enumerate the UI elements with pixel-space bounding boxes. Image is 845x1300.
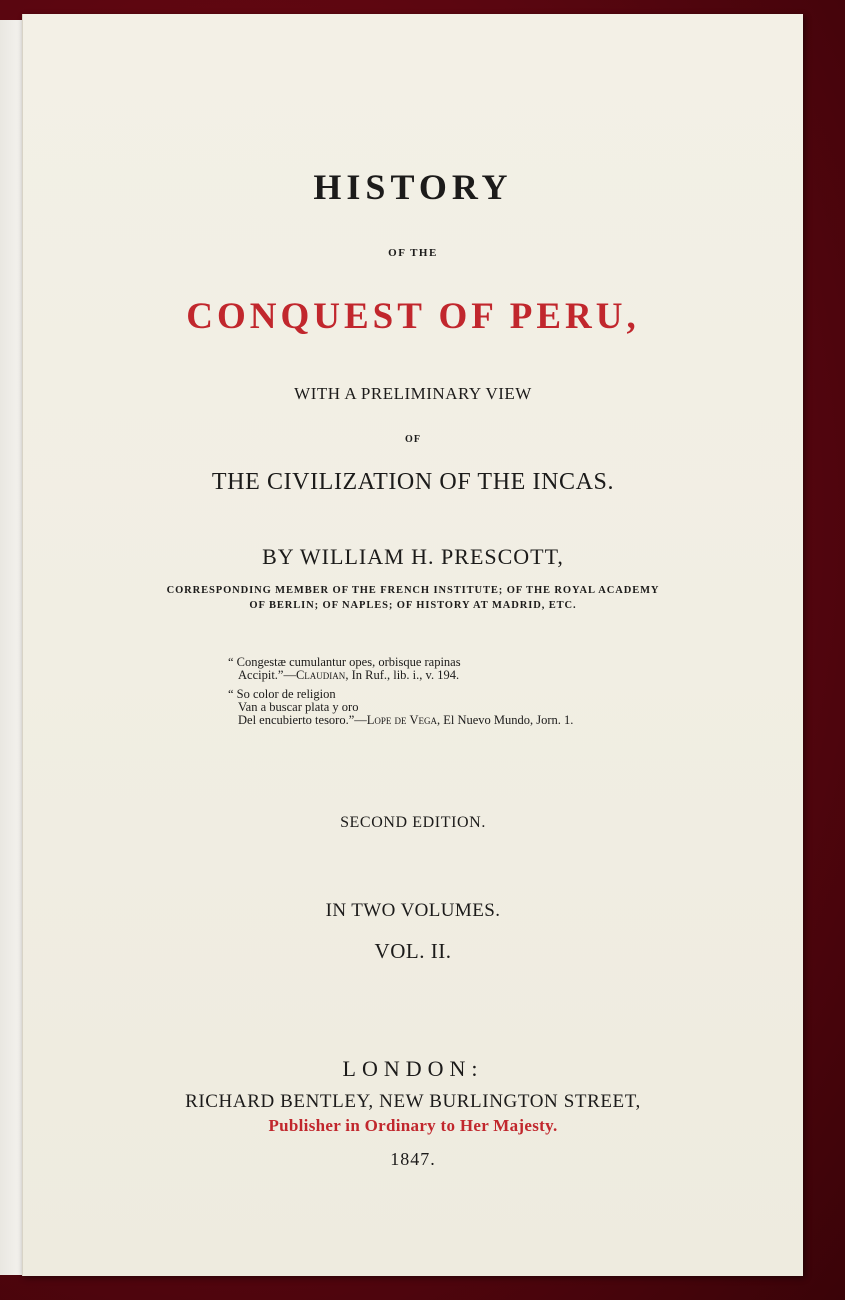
imprint-city: LONDON: [342,1056,484,1081]
volumes-line: IN TWO VOLUMES. [325,900,501,921]
author-line: BY WILLIAM H. PRESCOTT, [262,544,564,569]
epigraph-quote2-author: Lope de Vega [366,713,437,727]
epigraph-quote2-line1: “ So color de religion [228,687,336,701]
imprint-year: 1847. [390,1149,436,1169]
title-page [22,14,803,1276]
subtitle-preliminary: WITH A PRELIMINARY VIEW [294,384,532,403]
epigraph-quote1-line1: “ Congestæ cumulantur opes, orbisque rapinas [228,655,461,669]
edition-line: SECOND EDITION. [340,814,486,831]
imprint-ordinary: Publisher in Ordinary to Her Majesty. [268,1116,558,1135]
epigraph-quote1-text: Accipit.”— [238,668,296,682]
epigraph-quote1-source: , In Ruf., lib. i., v. 194. [345,668,460,682]
subtitle-civilization: THE CIVILIZATION OF THE INCAS. [211,469,615,495]
title-main: CONQUEST OF PERU, [186,296,640,337]
epigraph-quote2-text: Del encubierto tesoro.”— [238,713,367,727]
title-history: HISTORY [313,167,513,207]
epigraph [228,656,573,727]
imprint-publisher: RICHARD BENTLEY, NEW BURLINGTON STREET, [185,1091,641,1112]
author-credentials-line2: OF BERLIN; OF NAPLES; OF HISTORY AT MADRID, ETC. [249,600,577,611]
epigraph-quote2-line2: Van a buscar plata y oro [238,700,359,714]
epigraph-quote1-author: Claudian [295,668,346,682]
subtitle-of: OF [405,434,421,445]
epigraph-quote2-line3 [228,714,573,727]
title-of-the: OF THE [388,247,438,259]
epigraph-quote1-line2 [228,669,573,682]
volume-number: VOL. II. [374,939,452,963]
epigraph-quote2-source: , El Nuevo Mundo, Jorn. 1. [436,713,574,727]
author-credentials-line1: CORRESPONDING MEMBER OF THE FRENCH INSTITUTE; OF THE ROYAL ACADEMY [166,585,660,596]
